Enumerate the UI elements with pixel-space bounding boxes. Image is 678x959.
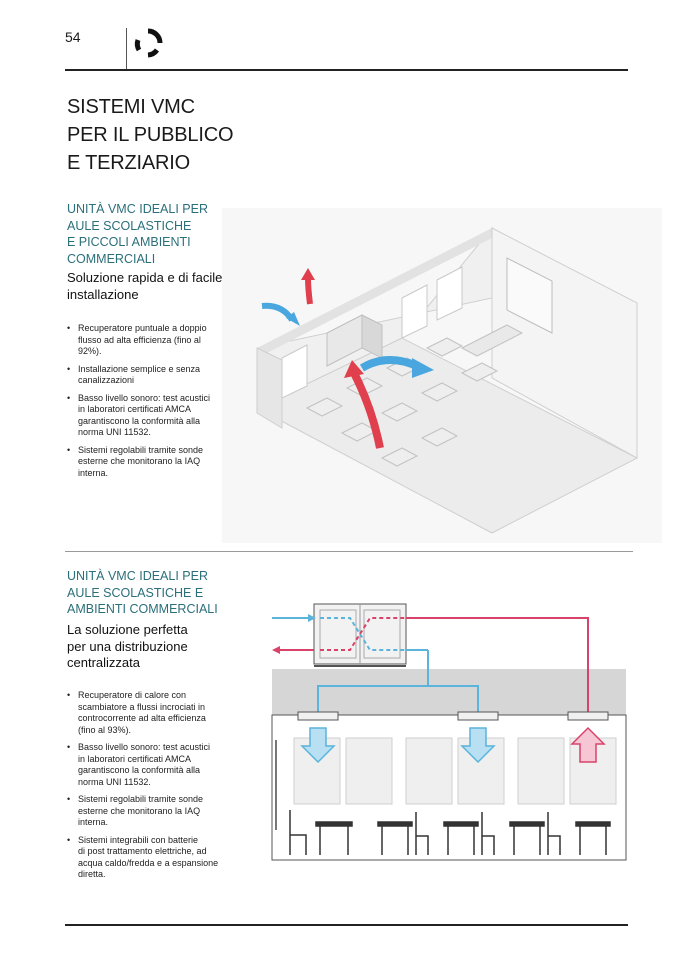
section1-feature-list [67, 323, 227, 485]
list-item: • Basso livello sonoro: test acustici in laboratori certificati AMCA garantiscono la conformità alla norma UNI 11532. [67, 393, 227, 439]
section1-title: UNITÀ VMC IDEALI PER AULE SCOLASTICHE E PICCOLI AMBIENTI COMMERCIALI [67, 202, 208, 266]
section2-title: UNITÀ VMC IDEALI PER AULE SCOLASTICHE E AMBIENTI COMMERCIALI [67, 569, 218, 616]
header-divider [126, 28, 127, 70]
centralized-duct-diagram [268, 600, 630, 862]
list-item: • Recuperatore puntuale a doppio flusso ad alta efficienza (fino al 92%). [67, 323, 227, 358]
list-item: • Sistemi integrabili con batterie di post trattamento elettriche, ad acqua caldo/fredda e a espansione diretta. [67, 835, 232, 881]
page-number: 54 [65, 29, 81, 45]
classroom-isometric-illustration [222, 208, 662, 543]
section1-subtitle: Soluzione rapida e di facile installazione [67, 270, 223, 302]
page-title: SISTEMI VMC PER IL PUBBLICO E TERZIARIO [67, 96, 234, 174]
list-item: • Installazione semplice e senza canalizzazioni [67, 364, 227, 387]
section-divider [65, 551, 633, 552]
footer-rule [65, 924, 628, 926]
section2-feature-list [67, 690, 232, 887]
list-item: • Basso livello sonoro: test acustici in laboratori certificati AMCA garantiscono la conformità alla norma UNI 11532. [67, 742, 232, 788]
list-item: • Sistemi regolabili tramite sonde esterne che monitorano la IAQ interna. [67, 794, 232, 829]
brand-logo-icon [133, 28, 163, 58]
list-item: • Recuperatore di calore con scambiatore a flussi incrociati in controcorrente ad alta efficienza (fino al 93%). [67, 690, 232, 736]
list-item: • Sistemi regolabili tramite sonde esterne che monitorano la IAQ interna. [67, 445, 227, 480]
section2-subtitle: La soluzione perfetta per una distribuzione centralizzata [67, 622, 188, 670]
header-rule [65, 69, 628, 71]
